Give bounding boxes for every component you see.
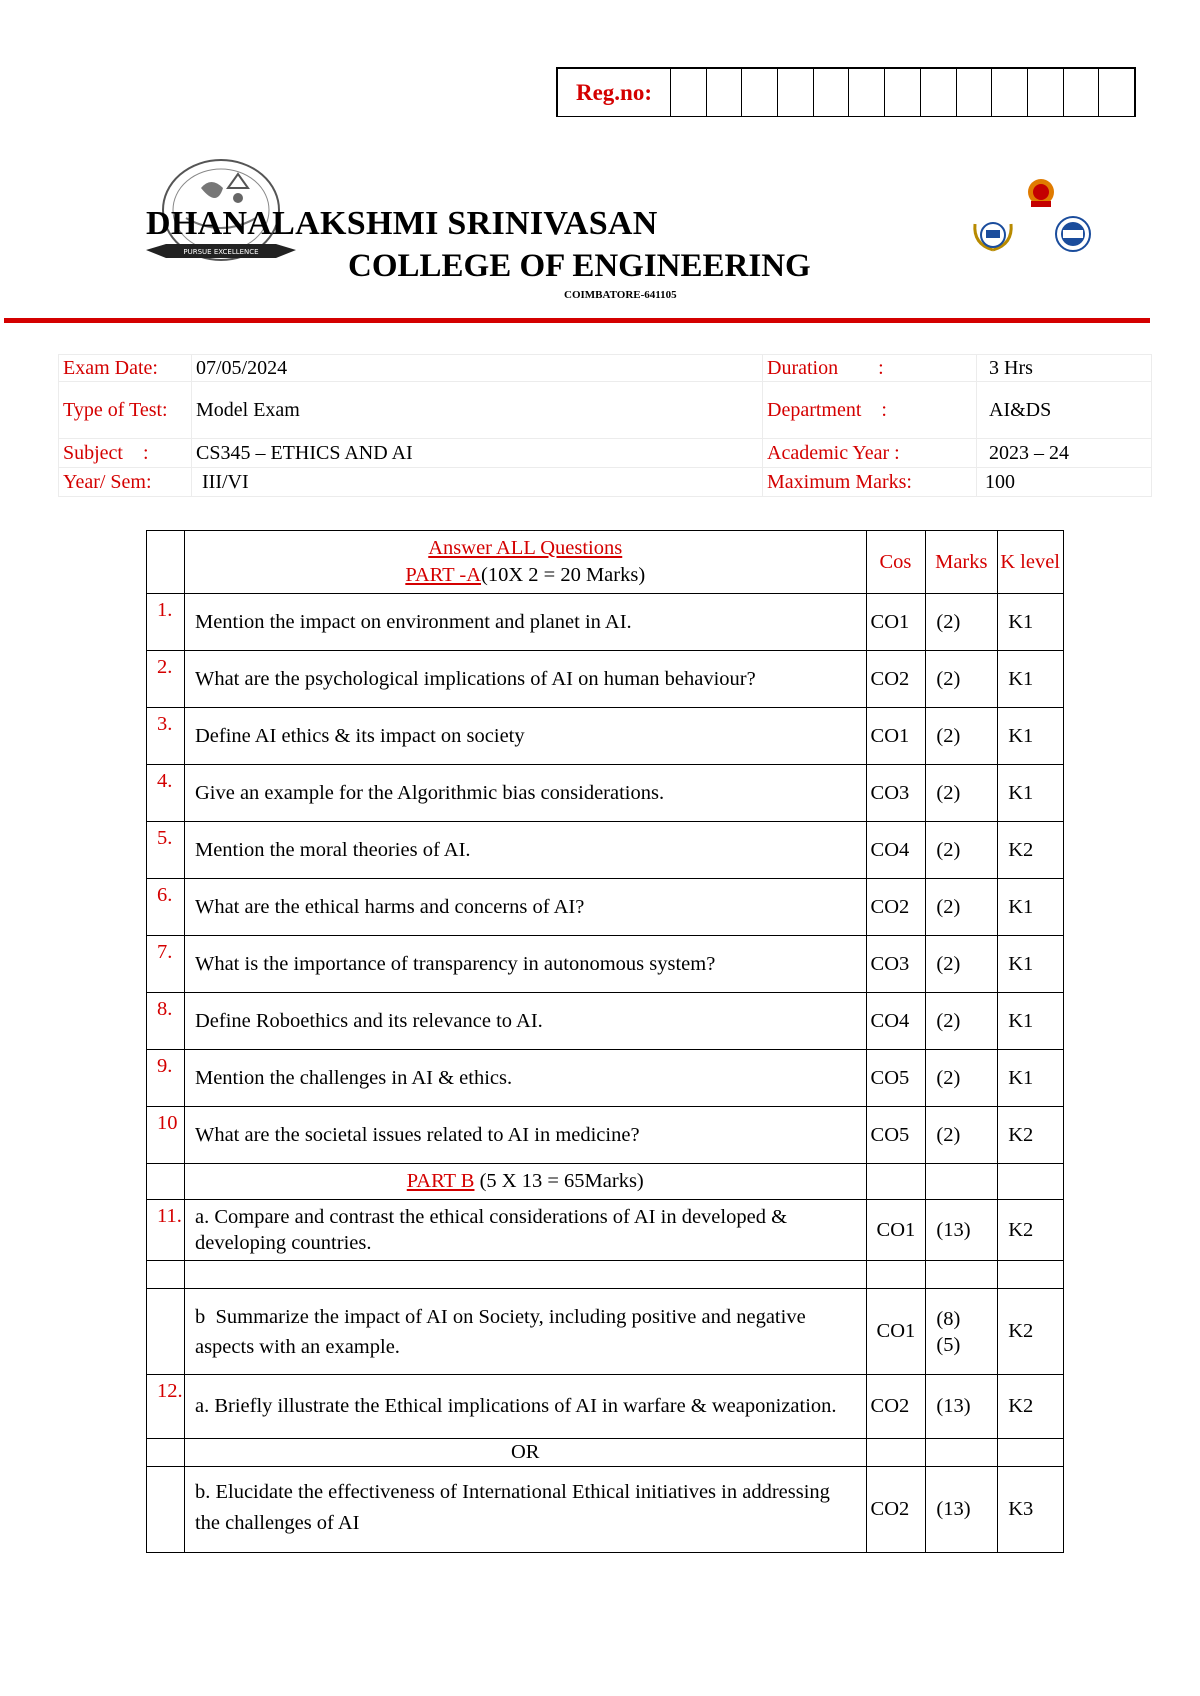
questions-table bbox=[146, 530, 1064, 1553]
reg-digit-box bbox=[885, 69, 921, 116]
reg-digit-box bbox=[1099, 69, 1134, 116]
question-co: CO5 bbox=[866, 1050, 926, 1107]
question-number: 6. bbox=[147, 879, 185, 936]
question-number: 5. bbox=[147, 822, 185, 879]
question-text: Define Roboethics and its relevance to AI. bbox=[184, 993, 866, 1050]
question-marks: (2) bbox=[926, 993, 998, 1050]
table-row bbox=[147, 1375, 1064, 1439]
reg-digit-box bbox=[921, 69, 957, 116]
question-marks: (2) bbox=[926, 765, 998, 822]
header-divider bbox=[4, 318, 1150, 323]
question-text: Mention the moral theories of AI. bbox=[184, 822, 866, 879]
max-marks-value: 100 bbox=[977, 468, 1152, 497]
question-marks: (2) bbox=[926, 651, 998, 708]
question-number: 2. bbox=[147, 651, 185, 708]
part-b-header bbox=[184, 1164, 866, 1200]
marks-header: Marks bbox=[926, 531, 998, 594]
reg-digit-box bbox=[1028, 69, 1064, 116]
question-number: 8. bbox=[147, 993, 185, 1050]
reg-digit-box bbox=[707, 69, 743, 116]
question-marks-part1: (8) bbox=[936, 1307, 961, 1330]
answer-all-instruction: Answer ALL Questions bbox=[428, 537, 623, 559]
reg-digit-box bbox=[992, 69, 1028, 116]
academic-year-value: 2023 – 24 bbox=[977, 439, 1152, 468]
question-text: b Summarize the impact of AI on Society, including positive and negative aspects with an example. bbox=[184, 1289, 866, 1375]
table-header-row bbox=[147, 531, 1064, 594]
year-sem-value: III/VI bbox=[192, 468, 763, 497]
table-row bbox=[147, 936, 1064, 993]
reg-no-box bbox=[556, 67, 1136, 117]
question-number: 4. bbox=[147, 765, 185, 822]
question-number: 9. bbox=[147, 1050, 185, 1107]
question-number: 12. bbox=[147, 1375, 185, 1439]
reg-digit-box bbox=[1064, 69, 1100, 116]
question-co: CO3 bbox=[866, 765, 926, 822]
question-number: 10 bbox=[147, 1107, 185, 1164]
reg-no-label: Reg.no: bbox=[558, 69, 671, 116]
question-co: CO1 bbox=[866, 1200, 926, 1261]
duration-label: Duration : bbox=[763, 355, 977, 382]
department-value: AI&DS bbox=[977, 382, 1152, 439]
table-row bbox=[147, 993, 1064, 1050]
nirf-badge-icon bbox=[975, 223, 1011, 250]
reg-digit-box bbox=[849, 69, 885, 116]
question-k-level: K1 bbox=[998, 1050, 1064, 1107]
exam-info-table bbox=[58, 354, 1152, 497]
k-level-header: K level bbox=[998, 531, 1064, 594]
question-co: CO2 bbox=[866, 879, 926, 936]
question-co: CO2 bbox=[866, 1467, 926, 1553]
question-co: CO2 bbox=[866, 1375, 926, 1439]
college-name-line2: COLLEGE OF ENGINEERING bbox=[348, 248, 811, 284]
question-marks-part2: (5) bbox=[936, 1333, 961, 1356]
question-text: What are the societal issues related to AI in medicine? bbox=[184, 1107, 866, 1164]
question-text: Define AI ethics & its impact on society bbox=[184, 708, 866, 765]
part-a-marks: (10X 2 = 20 Marks) bbox=[481, 564, 646, 586]
question-k-level: K2 bbox=[998, 1289, 1064, 1375]
or-row bbox=[147, 1439, 1064, 1467]
part-b-header-row bbox=[147, 1164, 1064, 1200]
reg-digit-box bbox=[814, 69, 850, 116]
table-row bbox=[147, 594, 1064, 651]
accreditation-badges bbox=[965, 172, 1105, 262]
question-text: a. Compare and contrast the ethical considerations of AI in developed & developing countries. bbox=[184, 1200, 866, 1261]
question-text: b. Elucidate the effectiveness of International Ethical initiatives in addressing the challenges of AI bbox=[184, 1467, 866, 1553]
exam-date-label: Exam Date: bbox=[59, 355, 192, 382]
question-text: What is the importance of transparency in autonomous system? bbox=[184, 936, 866, 993]
question-k-level: K1 bbox=[998, 936, 1064, 993]
question-text: a. Briefly illustrate the Ethical implications of AI in warfare & weaponization. bbox=[184, 1375, 866, 1439]
question-co: CO3 bbox=[866, 936, 926, 993]
question-k-level: K1 bbox=[998, 993, 1064, 1050]
question-marks bbox=[926, 1289, 998, 1375]
question-k-level: K2 bbox=[998, 822, 1064, 879]
table-row bbox=[147, 1467, 1064, 1553]
question-text: What are the psychological implications of AI on human behaviour? bbox=[184, 651, 866, 708]
question-k-level: K1 bbox=[998, 651, 1064, 708]
college-name-line1: DHANALAKSHMI SRINIVASAN bbox=[146, 205, 658, 242]
question-co: CO4 bbox=[866, 822, 926, 879]
question-marks: (2) bbox=[926, 708, 998, 765]
question-k-level: K2 bbox=[998, 1200, 1064, 1261]
department-label: Department : bbox=[763, 382, 977, 439]
question-number: 7. bbox=[147, 936, 185, 993]
question-co: CO1 bbox=[866, 1289, 926, 1375]
reg-digit-box bbox=[778, 69, 814, 116]
table-row bbox=[147, 1107, 1064, 1164]
logo-motto: PURSUE EXCELLENCE bbox=[183, 248, 259, 256]
question-k-level: K1 bbox=[998, 879, 1064, 936]
question-co: CO2 bbox=[866, 651, 926, 708]
question-marks: (2) bbox=[926, 1050, 998, 1107]
question-k-level: K1 bbox=[998, 765, 1064, 822]
table-row bbox=[147, 1289, 1064, 1375]
year-sem-label: Year/ Sem: bbox=[59, 468, 192, 497]
type-of-test-value: Model Exam bbox=[192, 382, 763, 439]
question-k-level: K1 bbox=[998, 594, 1064, 651]
table-row bbox=[147, 651, 1064, 708]
question-k-level: K1 bbox=[998, 708, 1064, 765]
question-co: CO4 bbox=[866, 993, 926, 1050]
reg-digit-box bbox=[671, 69, 707, 116]
type-of-test-label: Type of Test: bbox=[59, 382, 192, 439]
subject-value: CS345 – ETHICS AND AI bbox=[192, 439, 763, 468]
question-k-level: K2 bbox=[998, 1375, 1064, 1439]
table-row bbox=[147, 765, 1064, 822]
table-row bbox=[147, 1200, 1064, 1261]
question-number: 3. bbox=[147, 708, 185, 765]
question-co: CO5 bbox=[866, 1107, 926, 1164]
question-marks: (2) bbox=[926, 1107, 998, 1164]
question-k-level: K3 bbox=[998, 1467, 1064, 1553]
max-marks-label: Maximum Marks: bbox=[763, 468, 977, 497]
table-row bbox=[147, 879, 1064, 936]
table-row bbox=[147, 1050, 1064, 1107]
table-row bbox=[147, 822, 1064, 879]
question-marks: (13) bbox=[926, 1467, 998, 1553]
question-marks: (13) bbox=[926, 1375, 998, 1439]
instructions-cell bbox=[184, 531, 866, 594]
question-text: Mention the challenges in AI & ethics. bbox=[184, 1050, 866, 1107]
reg-digit-box bbox=[742, 69, 778, 116]
question-marks: (2) bbox=[926, 822, 998, 879]
question-number: 1. bbox=[147, 594, 185, 651]
part-b-title: PART B bbox=[406, 1170, 475, 1192]
question-text: What are the ethical harms and concerns of AI? bbox=[184, 879, 866, 936]
academic-year-label: Academic Year : bbox=[763, 439, 977, 468]
part-a-title: PART -A bbox=[405, 564, 482, 586]
table-row bbox=[147, 708, 1064, 765]
question-number: 11. bbox=[147, 1200, 185, 1261]
iso-badge-icon bbox=[1056, 217, 1090, 251]
question-marks: (2) bbox=[926, 594, 998, 651]
spacer-row bbox=[147, 1261, 1064, 1289]
naac-badge-icon bbox=[1028, 179, 1054, 207]
question-co: CO1 bbox=[866, 708, 926, 765]
question-k-level: K2 bbox=[998, 1107, 1064, 1164]
question-co: CO1 bbox=[866, 594, 926, 651]
question-text: Mention the impact on environment and planet in AI. bbox=[184, 594, 866, 651]
college-location: COIMBATORE-641105 bbox=[564, 289, 677, 301]
question-marks: (2) bbox=[926, 879, 998, 936]
duration-value: 3 Hrs bbox=[977, 355, 1152, 382]
question-marks: (2) bbox=[926, 936, 998, 993]
question-text: Give an example for the Algorithmic bias considerations. bbox=[184, 765, 866, 822]
subject-label: Subject : bbox=[59, 439, 192, 468]
exam-date-value: 07/05/2024 bbox=[192, 355, 763, 382]
cos-header: Cos bbox=[866, 531, 926, 594]
question-marks: (13) bbox=[926, 1200, 998, 1261]
part-b-marks: (5 X 13 = 65Marks) bbox=[474, 1170, 644, 1192]
reg-digit-box bbox=[957, 69, 993, 116]
or-separator: OR bbox=[184, 1439, 866, 1467]
